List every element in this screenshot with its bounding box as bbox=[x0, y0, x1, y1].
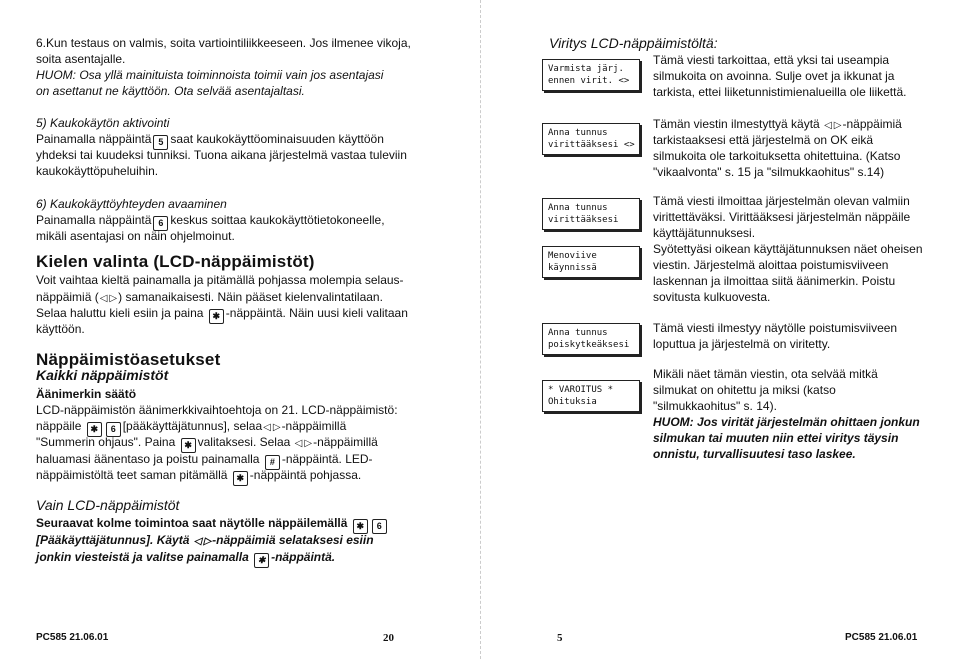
scroll-right-icon: ▷ bbox=[272, 422, 281, 433]
s5-line2: yhdeksi tai kuudeksi tunniksi. Tuona aikana järjestelmä vastaa tuleviin bbox=[36, 148, 407, 162]
kieli-line1: Voit vaihtaa kieltä painamalla ja pitämällä pohjassa molempia selaus- bbox=[36, 273, 404, 287]
lcd-display-5: Anna tunnus poiskytkeäksesi bbox=[542, 323, 640, 355]
p6-line1: 6.Kun testaus on valmis, soita vartiointiliikkeeseen. Jos ilmenee vikoja, bbox=[36, 36, 411, 50]
scroll-right-icon: ▷ bbox=[203, 536, 212, 547]
txt1-line1: Tämä viesti tarkoittaa, että yksi tai useampia bbox=[653, 53, 890, 67]
txt1-line3: tarkista, ettei liiketunnistimienalueilla ole liikettä. bbox=[653, 85, 907, 99]
txt1-line2: silmukoita on avoinna. Sulje ovet ja ikkunat ja bbox=[653, 69, 895, 83]
txt2-line4: "vikaalvonta" s. 15 ja "silmukkaohitus" s.14) bbox=[653, 165, 885, 179]
key-6-icon: 6 bbox=[153, 216, 168, 231]
kieli-title: Kielen valinta (LCD-näppäimistöt) bbox=[36, 252, 315, 271]
lcd-display-1: Varmista järj. ennen virit. <> bbox=[542, 59, 640, 91]
txt3-line2: virittettäväksi. Virittääksesi järjestelmän näppäile bbox=[653, 210, 911, 224]
txt6-line2: silmukat on ohitettu ja miksi (katso bbox=[653, 383, 836, 397]
s6-line2: mikäli asentajasi on näin ohjelmoinut. bbox=[36, 229, 235, 243]
scroll-left-icon: ◁ bbox=[263, 422, 271, 433]
txt3-line4: Syötettyäsi oikean käyttäjätunnuksen näet oheisen bbox=[653, 242, 923, 256]
txt3-line6: laskennan ja ilmoittaa siitä äänimerkin. Poistu bbox=[653, 274, 896, 288]
s5-line3: kaukokäyttöpuheluihin. bbox=[36, 164, 159, 178]
napp-heading: Äänimerkin säätö bbox=[36, 387, 137, 401]
star-key-icon: ✱ bbox=[209, 309, 224, 324]
star-key-icon: ✱ bbox=[353, 519, 368, 534]
txt6-line5: silmukan tai muuten niin ettei viritys täysin bbox=[653, 431, 899, 445]
star-key-icon: ✱ bbox=[181, 438, 196, 453]
s6-title: 6) Kaukokäyttöyhteyden avaaminen bbox=[36, 197, 227, 211]
txt2-line2: tarkistaaksesi että järjestelmä on OK eikä bbox=[653, 133, 874, 147]
left-page-number: 20 bbox=[383, 632, 394, 644]
lcd-display-3: Anna tunnus virittääksesi bbox=[542, 198, 640, 230]
p6-line2: soita asentajalle. bbox=[36, 52, 126, 66]
right-title: Viritys LCD-näppäimistöltä: bbox=[549, 35, 718, 51]
txt3-line1: Tämä viesti ilmoittaa järjestelmän olevan valmiin bbox=[653, 194, 910, 208]
key-6-icon: 6 bbox=[106, 422, 121, 437]
vain-line1: Seuraavat kolme toimintoa saat näytölle näppäilemällä ✱ 6 bbox=[36, 515, 389, 534]
vain-line2: [Pääkäyttäjätunnus]. Käytä ◁ ▷-näppäimiä selataksesi esiin bbox=[36, 532, 374, 550]
txt3-line5: viestin. Järjestelmä aloittaa poistumisviiveen bbox=[653, 258, 889, 272]
page-divider bbox=[480, 0, 481, 659]
s6-line1: Painamalla näppäintä 6 keskus soittaa kaukokäyttötietokoneelle, bbox=[36, 212, 385, 231]
txt3-line3: käyttäjätunnuksesi. bbox=[653, 226, 756, 240]
left-footer-model: PC585 21.06.01 bbox=[36, 632, 109, 643]
key-5-icon: 5 bbox=[153, 135, 168, 150]
napp-subtitle: Kaikki näppäimistöt bbox=[36, 367, 169, 383]
napp-line2: näppäile ✱ 6 [pääkäyttäjätunnus], selaa◁ ▷-näppäimillä bbox=[36, 418, 346, 437]
napp-title: Näppäimistöasetukset bbox=[36, 350, 221, 369]
txt2-line1: Tämän viestin ilmestyttyä käytä ◁ ▷-näppäimiä bbox=[653, 116, 902, 134]
star-key-icon: ✱ bbox=[87, 422, 102, 437]
txt2-line3: silmukoita ole tarkoituksetta ohitettuina. (Katso bbox=[653, 149, 901, 163]
vain-title: Vain LCD-näppäimistöt bbox=[36, 497, 180, 513]
scroll-right-icon: ▷ bbox=[833, 120, 842, 131]
txt6-line1: Mikäli näet tämän viestin, ota selvää mitkä bbox=[653, 367, 878, 381]
scroll-left-icon: ◁ bbox=[99, 293, 108, 304]
lcd-display-6: * VAROITUS * Ohituksia bbox=[542, 380, 640, 412]
vain-line3: jonkin viesteistä ja valitse painamalla ✱ -näppäintä. bbox=[36, 549, 335, 568]
scroll-right-icon: ▷ bbox=[109, 293, 118, 304]
napp-line1: LCD-näppäimistön äänimerkkivaihtoehtoja on 21. LCD-näppäimistö: bbox=[36, 403, 398, 417]
scroll-left-icon: ◁ bbox=[294, 438, 303, 449]
kieli-line2: näppäimiä (◁ ▷) samanaikaisesti. Näin pääset kielenvalintatilaan. bbox=[36, 289, 383, 307]
s5-title: 5) Kaukokäytön aktivointi bbox=[36, 116, 170, 130]
txt5-line1: Tämä viesti ilmestyy näytölle poistumisviiveen bbox=[653, 321, 898, 335]
right-footer-model: PC585 21.06.01 bbox=[845, 632, 918, 643]
napp-line5: näppäimistöltä teet saman pitämällä ✱ -näppäintä pohjassa. bbox=[36, 467, 361, 486]
p6-note2: on asettanut ne käyttöön. Ota selvää asentajaltasi. bbox=[36, 84, 305, 98]
scroll-left-icon: ◁ bbox=[193, 536, 202, 547]
txt6-line6: onnistu, turvallisuutesi taso laskee. bbox=[653, 447, 856, 461]
kieli-line3: Selaa haluttu kieli esiin ja paina ✱ -näppäintä. Näin uusi kieli valitaan bbox=[36, 305, 408, 324]
key-6-icon: 6 bbox=[372, 519, 387, 534]
txt6-line3: "silmukkaohitus" s. 14). bbox=[653, 399, 777, 413]
hash-key-icon: # bbox=[265, 455, 280, 470]
s5-line1: Painamalla näppäintä 5 saat kaukokäyttöominaisuuden käyttöön bbox=[36, 131, 384, 150]
txt5-line2: loputtua ja järjestelmä on viritetty. bbox=[653, 337, 831, 351]
txt6-line4: HUOM: Jos virität järjestelmän ohittaen jonkun bbox=[653, 415, 920, 429]
napp-line3: "Summerin ohjaus". Paina ✱ valitaksesi. Selaa ◁ ▷-näppäimillä bbox=[36, 434, 378, 453]
kieli-line4: käyttöön. bbox=[36, 322, 85, 336]
p6-note1: HUOM: Osa yllä mainituista toiminnoista toimii vain jos asentajasi bbox=[36, 68, 384, 82]
txt3-line7: sovitusta kulkuovesta. bbox=[653, 290, 771, 304]
star-key-icon: ✱ bbox=[254, 553, 269, 568]
lcd-display-2: Anna tunnus virittääksesi <> bbox=[542, 123, 640, 155]
right-page-number: 5 bbox=[557, 632, 563, 644]
lcd-display-4: Menoviive käynnissä bbox=[542, 246, 640, 278]
scroll-right-icon: ▷ bbox=[304, 438, 313, 449]
star-key-icon: ✱ bbox=[233, 471, 248, 486]
napp-line4: haluamasi äänentaso ja poistu painamalla # -näppäintä. LED- bbox=[36, 451, 373, 470]
scroll-left-icon: ◁ bbox=[824, 120, 832, 131]
